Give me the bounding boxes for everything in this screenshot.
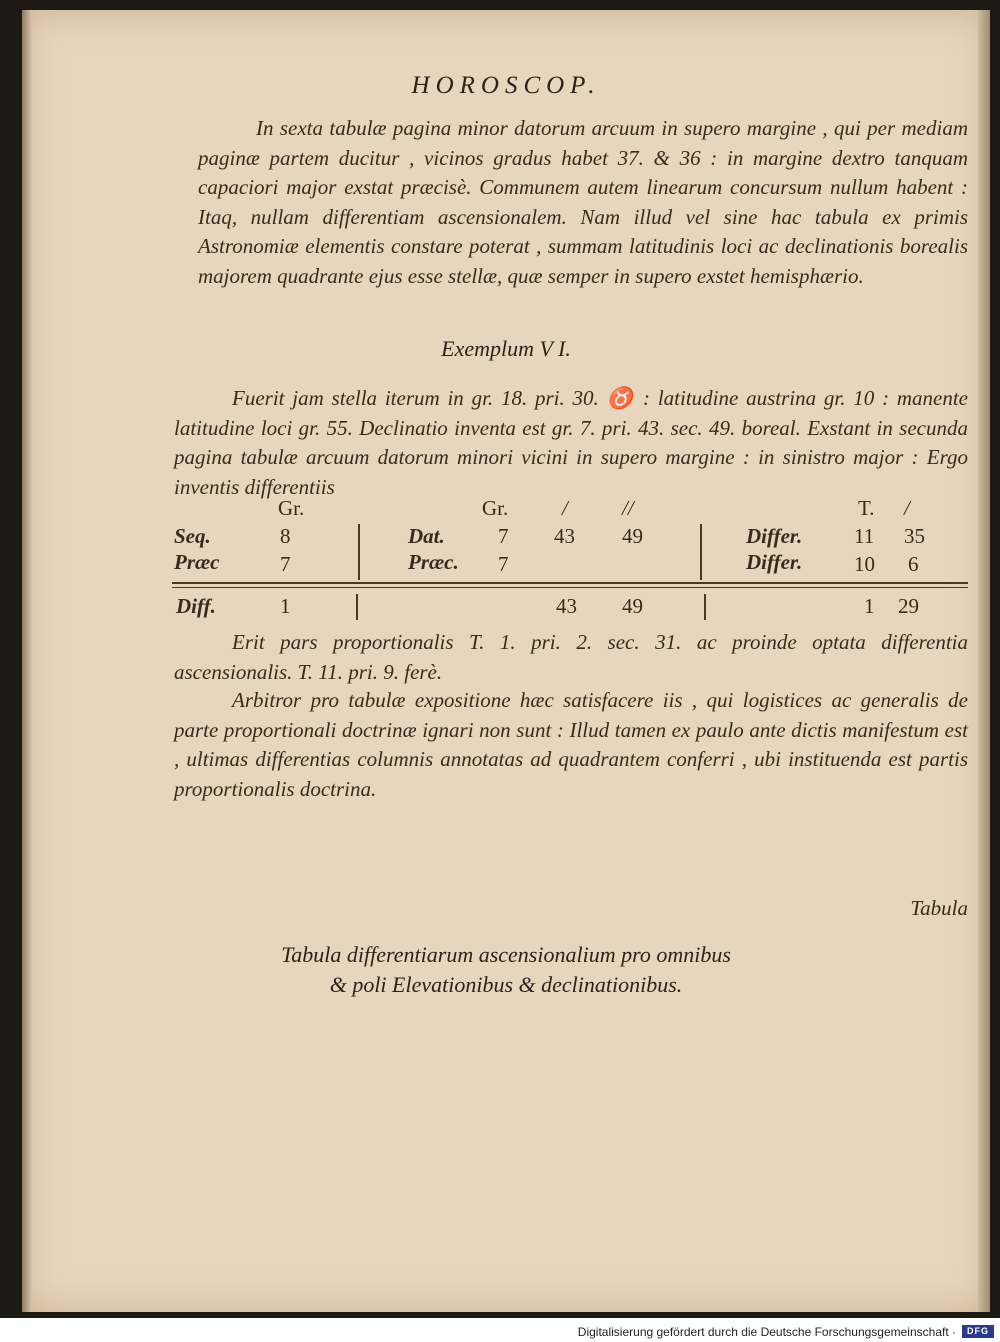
row-seq-diff-label: Differ.	[746, 524, 803, 548]
row-praec-t: 10	[854, 552, 875, 576]
row-diff-tpri: 29	[898, 594, 919, 618]
row-seq-dat-label: Dat.	[408, 524, 445, 548]
table-rule-2	[172, 587, 968, 588]
table-rule	[172, 582, 968, 584]
header-t: T.	[858, 496, 875, 520]
row-seq-label: Seq.	[174, 524, 211, 548]
header-gr-2: Gr.	[482, 496, 509, 520]
header-sec: //	[622, 496, 634, 520]
row-diff-gr: 1	[280, 594, 291, 618]
table-divider-1	[358, 524, 360, 580]
row-praec-pri: 6	[908, 552, 919, 576]
row-praec-dat-gr: 7	[498, 552, 509, 576]
row-seq-gr: 8	[280, 524, 291, 548]
row-seq-dat-gr: 7	[498, 524, 509, 548]
header-pri-2: /	[904, 496, 910, 520]
dfg-logo: DFG	[962, 1325, 994, 1338]
paragraph-1: In sexta tabulæ pagina minor datorum arcuum in supero margine , qui per mediam paginæ partem ducitur , vicinos gradus habet 37. & 36 : in margine dextro tanquam capaciori major exstat præcisè. Communem autem linearum concursum nullum habent : Itaq, nullam differentiam ascensionalem. Nam illud vel sine hac tabula ex primis Astronomiæ elementis constare poterat , summam latitudinis loci ac declinationis borealis majorem quadrante ejus esse stellæ, quæ semper in supero exstet hemisphærio.	[198, 116, 968, 288]
row-praec-dat-label: Præc.	[408, 550, 459, 574]
row-seq-pri: 35	[904, 524, 925, 548]
footer-credit: Digitalisierung gefördert durch die Deutsche Forschungsgemeinschaft ·	[577, 1325, 956, 1339]
row-diff-t: 1	[864, 594, 875, 618]
paragraph-4: Arbitror pro tabulæ expositione hæc satisfacere iis , qui logistices ac generalis de parte proportionali doctrinæ ignari non sunt : Illud tamen ex paulo ante dictis manifestum est , ultimas differentias columnis annotatas ad quadrantem conferri , ubi instituenda est partis proportionalis doctrina.	[174, 688, 968, 801]
row-praec-gr: 7	[280, 552, 291, 576]
page	[22, 10, 990, 1312]
row-seq-t: 11	[854, 524, 875, 548]
table-caption-line-1: Tabula differentiarum ascensionalium pro omnibus	[281, 942, 731, 967]
row-praec-label: Præc	[174, 550, 220, 574]
header-pri: /	[562, 496, 568, 520]
running-head: HOROSCOP.	[411, 72, 601, 99]
row-seq-dat-sec: 49	[622, 524, 643, 548]
table-divider-3	[356, 594, 358, 620]
row-seq-dat-pri: 43	[554, 524, 575, 548]
row-praec-diff-label: Differ.	[746, 550, 803, 574]
table-divider-2	[700, 524, 702, 580]
row-diff-sec: 49	[622, 594, 643, 618]
table-divider-4	[704, 594, 706, 620]
row-diff-label: Diff.	[176, 594, 216, 618]
paragraph-2: Fuerit jam stella iterum in gr. 18. pri. 30. ♉ : latitudine austrina gr. 10 : manente latitudine loci gr. 55. Declinatio inventa est gr. 7. pri. 43. sec. 49. boreal. Exstant in secunda pagina tabulæ arcuum datorum minori vicini in supero margine : in sinistro major : Ergo inventis differentiis	[174, 386, 968, 499]
footer-bar	[0, 1322, 1000, 1342]
row-diff-pri: 43	[556, 594, 577, 618]
header-gr-1: Gr.	[278, 496, 305, 520]
table-caption-line-2: & poli Elevationibus & declinationibus.	[329, 972, 683, 997]
example-title: Exemplum V I.	[441, 336, 571, 361]
catchword: Tabula	[910, 896, 968, 920]
paragraph-3: Erit pars proportionalis T. 1. pri. 2. sec. 31. ac proinde optata differentia ascensionalis. T. 11. pri. 9. ferè.	[174, 630, 968, 684]
